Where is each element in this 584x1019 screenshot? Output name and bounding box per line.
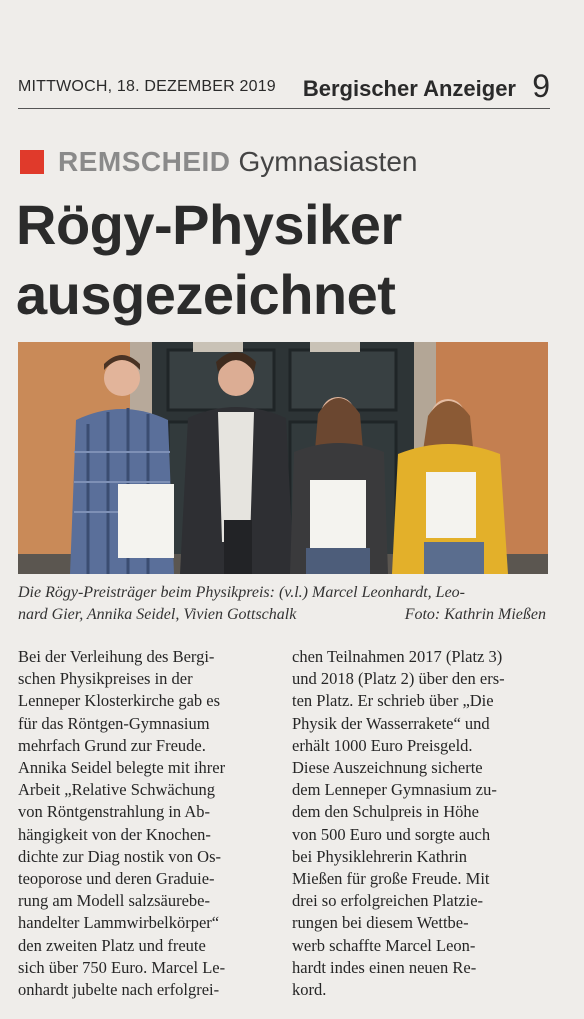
page-number: 9 (532, 68, 550, 104)
body-line: rungen bei diesem Wettbe- (292, 913, 469, 933)
body-line: teoporose und deren Graduie- (18, 869, 215, 889)
article-photo (18, 342, 548, 574)
body-line: handelter Lammwirbelkörper“ (18, 913, 220, 933)
body-line: hängigkeit von der Knochen- (18, 824, 211, 844)
body-line: von Röntgenstrahlung in Ab- (18, 802, 211, 822)
body-line: onhardt jubelte nach erfolgrei- (18, 980, 220, 1000)
newspaper-name: Bergischer Anzeiger (302, 76, 516, 101)
body-line: hardt indes einen neuen Re- (292, 957, 477, 977)
body-line: von 500 Euro und sorgte auch (292, 824, 491, 844)
headline-line-2: ausgezeichnet (16, 263, 396, 326)
article-headline (16, 190, 556, 330)
body-line: Diese Auszeichnung sicherte (292, 758, 483, 778)
body-line: chen Teilnahmen 2017 (Platz 3) (292, 647, 503, 666)
body-column-2 (292, 646, 554, 1001)
body-line: den zweiten Platz und freute (18, 935, 206, 955)
kicker-city: REMSCHEID (58, 146, 231, 177)
header-rule (18, 108, 550, 109)
body-line: dem den Schulpreis in Höhe (292, 802, 479, 822)
body-line: Arbeit „Relative Schwächung (18, 780, 216, 800)
body-line: schen Physikpreises in der (18, 669, 193, 689)
body-line: und 2018 (Platz 2) über den ers- (292, 669, 505, 689)
body-line: Annika Seidel belegte mit ihrer (18, 758, 226, 778)
body-line: werb schaffte Marcel Leon- (292, 935, 476, 955)
body-line: Bei der Verleihung des Bergi- (18, 647, 215, 666)
body-line: drei so erfolgreichen Platzie- (292, 891, 484, 911)
body-line: für das Röntgen-Gymnasium (18, 713, 210, 733)
caption-line-1: Die Rögy-Preisträger beim Physikpreis: (v.l.) Marcel Leonhardt, Leo- (18, 584, 465, 601)
body-line: Physik der Wasserrakete“ und (292, 713, 490, 733)
page-header (18, 68, 550, 110)
photo-credit: Foto: Kathrin Mießen (404, 606, 546, 623)
headline-line-1: Rögy-Physiker (16, 193, 402, 256)
body-line: kord. (292, 980, 327, 1000)
body-line: dem Lenneper Gymnasium zu- (292, 780, 497, 800)
caption-line-2: nard Gier, Annika Seidel, Vivien Gottschalk (18, 606, 297, 623)
body-line: mehrfach Grund zur Freude. (18, 735, 206, 755)
body-line: rung am Modell salzsäurebe- (18, 891, 210, 911)
kicker-topic: Gymnasiasten (238, 146, 418, 177)
body-line: erhält 1000 Euro Preisgeld. (292, 735, 473, 755)
body-line: sich über 750 Euro. Marcel Le- (18, 957, 226, 977)
body-line: bei Physiklehrerin Kathrin (292, 846, 468, 866)
article-kicker (20, 142, 417, 182)
body-line: Lenneper Klosterkirche gab es (18, 691, 221, 711)
issue-date: MITTWOCH, 18. DEZEMBER 2019 (18, 78, 276, 95)
red-square-icon (20, 150, 44, 174)
body-line: dichte zur Diag nostik von Os- (18, 846, 222, 866)
body-column-1 (18, 646, 280, 1001)
body-line: Mießen für große Freude. Mit (292, 869, 490, 889)
photo-caption (18, 582, 550, 626)
body-line: ten Platz. Er schrieb über „Die (292, 691, 494, 711)
